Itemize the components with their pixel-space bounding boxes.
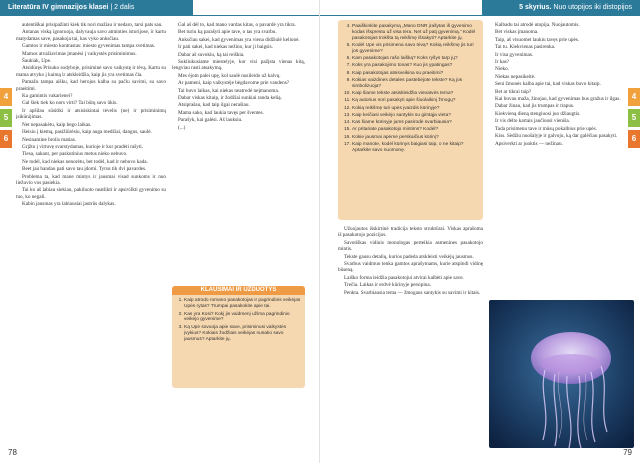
paragraph: Kai buvau maža, žinojau, kad gyvenimas bus gražus ir ilgas.	[495, 96, 621, 103]
questions-list	[176, 298, 301, 343]
section-tab-6[interactable]: 6	[0, 130, 12, 148]
question-item: 9. Kokias vaizdines detales pastebėjote tekste? Ką jos simbolizuoja?	[352, 78, 479, 90]
paragraph: Gal aš dėl to, kad mano vardas kitas, o pavardė yra tikra.	[178, 22, 296, 28]
paragraph: Dabar aš suvokiu, ką tai reiškia.	[178, 51, 245, 58]
paragraph: Savotiškas vidinis monologas perteikia asmenines pasakotojo mintis.	[338, 239, 483, 253]
paragraph: Bet ar tikrai taip?	[495, 88, 532, 95]
section-tab-4[interactable]: 4	[0, 88, 12, 106]
paragraph: Tai buvo laikas, kai niekas neatrodė neįmanoma.	[178, 87, 280, 94]
question-item: 2. Kas yra Kosi? Kokį jis vaidmenį užima pagrindinio veikėjo gyvenime?	[184, 312, 301, 324]
section-tab-6[interactable]: 6	[628, 130, 640, 148]
paragraph: Bet viskas įmanoma.	[495, 29, 539, 36]
question-item: 13. Kaip keičiasi veikėjo santykis su gimtąja vieta?	[352, 113, 479, 119]
paragraph: Gal šiek tiek ko nors virti? Tai būtų savo ūkis.	[22, 100, 118, 107]
right-page	[320, 0, 640, 463]
right-section-tabs	[628, 88, 640, 151]
paragraph: Mamos atvažiavimas įmanėsi į vaikystės prisiminimus.	[22, 50, 137, 57]
question-item: 1. Kaip atrodo romano pasakotojas ir pagrindinis veikėjas Upės rytas? Trumpai pasakokite apie tai.	[184, 298, 301, 310]
paragraph: Problema ta, kad mane mintys ir jausmai visad sunkoms ir nuo liežuvio vos pasiekia.	[16, 173, 166, 186]
paragraph: Penkta. Svarbiausia tema — žmogaus santykis su savimi ir kitais.	[344, 289, 481, 296]
paragraph: autentiškai prisipažinti kiek tik nori mažiau ir nedaro, tarsi pats sau.	[22, 22, 163, 28]
paragraph: Dabar viskas kitaip, ir žodžiai sunkiai randa kelią.	[178, 95, 282, 102]
paragraph: Anksčiau sakei, kad gyvenimas yra viena didžiulė kelionė.	[178, 36, 300, 43]
paragraph: Kiss. Sėdžiu nuošalyje ir galvoju, ką dar galėčiau pasakyti.	[495, 133, 618, 140]
right-text-column-1	[338, 226, 483, 446]
jellyfish-illustration	[489, 300, 634, 448]
paragraph: Sukliukusiame miestelyje, kur visi pažįsta vienas kitą, lengviau rasti atsakymą.	[172, 59, 305, 72]
right-page-header	[482, 0, 640, 16]
paragraph: Parašyk, kai galėsi. Aš lauksiu.	[178, 117, 243, 124]
paragraph: Ne todėl, kad niekas nenorėtu, bet todėl, kad ir nebuvo kada.	[22, 158, 148, 165]
question-item: 6. Kam pasakotojas rašo laišką? Koks ryšys tarp jų?	[352, 56, 479, 62]
right-page-number: 79	[623, 448, 632, 457]
right-header-chapter: 5 skyrius.	[519, 4, 552, 11]
left-header-title: Literatūra IV gimnazijos klasei	[8, 4, 109, 11]
paragraph: Grįžtu į virtuvę svarstydamas, kurioje ir kur pradėti rašyti.	[22, 143, 144, 150]
question-item: 10. Kaip šiame tekste atsiskleidžia vienatvės tema?	[352, 91, 479, 97]
question-item: 15. Ar pritariate pasakotojo mintims? Kodėl?	[352, 127, 479, 133]
paragraph: Šaukiak, Upe.	[22, 58, 52, 65]
left-text-column-2	[172, 22, 305, 282]
paragraph: Ir kas?	[495, 59, 509, 66]
paragraph: Beet jau bandau pati savo tau įdomi. Tyrus tik dvi pavardes.	[22, 166, 147, 173]
paragraph: (...)	[178, 124, 186, 131]
questions-continued-list	[342, 24, 479, 154]
paragraph: Seni žmonės kalba apie tai, kad viskas buvo kitaip.	[495, 81, 601, 88]
paragraph: Dabar žinau, kad jis trumpas ir trapus.	[495, 103, 575, 110]
paragraph: Gamtos ir miesto kontrastas: miesto gyvenimas tampa svetimas.	[22, 43, 156, 50]
question-item: 11. Ką autorius nori pasakyti apie šiuolaikinį žmogų?	[352, 98, 479, 104]
left-text-column-1	[16, 22, 166, 442]
paragraph: Kabin jausmas yra labiausiai jautrūs dalykas.	[22, 201, 116, 208]
left-page-number: 78	[8, 448, 17, 457]
paragraph: Niekas nepasikeitė.	[495, 73, 536, 80]
section-tab-5[interactable]: 5	[0, 109, 12, 127]
paragraph: Tada prisimenu tave ir mūsų pokalbius prie upės.	[495, 125, 597, 132]
paragraph: Tekste gausu detalių, kurios padeda atskleisti veikėjų jausmus.	[344, 253, 474, 260]
question-item: 12. Kokią reikšmę turi upės įvaizdis kūrinyje?	[352, 106, 479, 112]
question-item: 4. Paaiškinkite pasakymą „Mano DNR įrašytas iš gyvenimo kodas išsprestu už visa tėra. Net už patį gyvenimą.“ Kodėl pasakotojas trokšta tą reikšmę išsakyti? Aptarkite jų.	[352, 24, 479, 41]
section-tab-4[interactable]: 4	[628, 88, 640, 106]
paragraph: Bet turiu ką parašyti apie tave, o tas yra svarbu.	[178, 29, 277, 36]
question-item: 16. Kokie jausmai apėmė perskaičius kūrinį?	[352, 135, 479, 141]
right-header-title: Nuo utopijos iki distopijos	[553, 4, 632, 11]
right-text-column-2	[489, 22, 622, 294]
paragraph: Ir vis dėlto kartais jaučiuosi vieniša.	[495, 118, 570, 125]
paragraph: Tiesa, sakant, per paskutinius metus nieko nebuvo.	[22, 151, 128, 158]
questions-box	[172, 286, 305, 388]
questions-continued-box	[338, 20, 483, 220]
paragraph: Ir apšilau sūsitiki ir atsisiskintai tėvelis (ne) ir prisiminimų įsikūnijimas.	[16, 107, 166, 121]
paragraph: Pamažu tampa aišku, kad herojus kalba su pačiu savimi, su savo praeitimi.	[16, 79, 166, 92]
paragraph: Kiekvieną dieną stengiuosi juo džiaugtis.	[495, 110, 581, 117]
paragraph: Svarbus vaidmuo tenka gamtos aprašymams, kurie atspindi vidinę būseną.	[338, 261, 483, 274]
question-item: 5. Kodėl Upė vis prisimena savo tėvą? Kokią reikšmę jis turi jos gyvenime?	[352, 43, 479, 55]
paragraph: Ar pameni, kaip vaikystėje bėgdavome prie vandens?	[178, 80, 290, 87]
left-page-header: Literatūra IV gimnazijos klasei | 2 dalis	[0, 0, 193, 16]
left-header-rule	[0, 15, 320, 16]
paragraph: Taip, aš visuomet laukiu tavęs prie upės.	[495, 36, 580, 43]
left-header-part: 2 dalis	[114, 4, 135, 11]
paragraph: Kalbadu tai atrodė utopija. Nuojautomis.	[495, 22, 580, 28]
paragraph: Ka gamintis vakarienei?	[22, 93, 73, 100]
question-item: 8. Kaip pasakotojas atsisveikina su praeitimi?	[352, 71, 479, 77]
paragraph: Trečia. Laikas ir erdvė kūrinyje persipina.	[344, 282, 431, 289]
right-header-rule	[320, 15, 640, 16]
jellyfish-photo	[489, 300, 634, 448]
paragraph: Atsiprašau, kad taip ilgai nerašiau.	[178, 102, 250, 109]
section-tab-5[interactable]: 5	[628, 109, 640, 127]
question-item: 14. Kas šiame kūrinyje jums pasirodė svarbiausia?	[352, 120, 479, 126]
paragraph: Ir visa gyvenimas.	[495, 51, 534, 58]
paragraph: Net nepasakėtu, kaip bego laikas.	[22, 121, 92, 128]
question-item: 7. Koks yra pasakojimo tonas? Kuo jis ypatingas?	[352, 63, 479, 69]
paragraph: Atsidūręs Prisuko sodyboje, prisiminė savo vaikystę ir tėvą. Kartu su mama atvyko į kaimą ir atskleidžia, kaip jis yra svetimas čia.	[16, 65, 166, 78]
paragraph: Tai tu. Kiekvienas pasirenka.	[495, 44, 556, 51]
paragraph: Antanas viską ignoruoja, dalyvauja savo atminties istorijose, ir kartu matydamas save, pasakoja tai, kas vyko anksčiau.	[16, 29, 166, 42]
paragraph: Tai ko aš labiau siekiau, pakiluoto neatlikti ir apsivilkti gyvenimo su tuo, ko negali.	[16, 187, 166, 200]
paragraph: Mes ėjom palei upę, kol saulė nusileido už kalvų.	[178, 72, 281, 79]
paragraph: Išeisiu į kiemą, pasižiūrėsiu, kaip auga medžiai, dangus, saulė.	[22, 129, 152, 136]
left-section-tabs	[0, 88, 12, 151]
paragraph: Nieko.	[495, 66, 509, 73]
paragraph: Mama sako, kad laukia tavęs per šventes.	[178, 109, 264, 116]
paragraph: Laiško forma leidžia pasakotojui atvirai kalbėti apie save.	[344, 274, 464, 281]
question-item: 3. Ką Upė sovuoja apie save, prisiminusi vaikystės įvykius? Kokiais žodžiais veikėjas nusako savo jausmus? Aptarkite jų.	[184, 325, 301, 342]
paragraph: Nesinamine brolis matias.	[22, 136, 77, 143]
question-item: 17. Kaip manote, kodėl kūrinys baigiasi taip, o ne kitaip? Aptarkite savo nuomonę.	[352, 142, 479, 154]
paragraph: Apsiverkti ar juoktis — nežinau.	[495, 140, 563, 147]
paragraph: Užuojautos išskirtinė tradicija teksto struktūrai. Viskas aprašoma iš pasakotojo pozicijos.	[338, 226, 483, 239]
questions-box-title: KLAUSIMAI IR UŽDUOTYS	[172, 286, 305, 295]
paragraph: Ir pati sakei, kad niekas nežino, kur ji baigsis.	[178, 44, 273, 51]
